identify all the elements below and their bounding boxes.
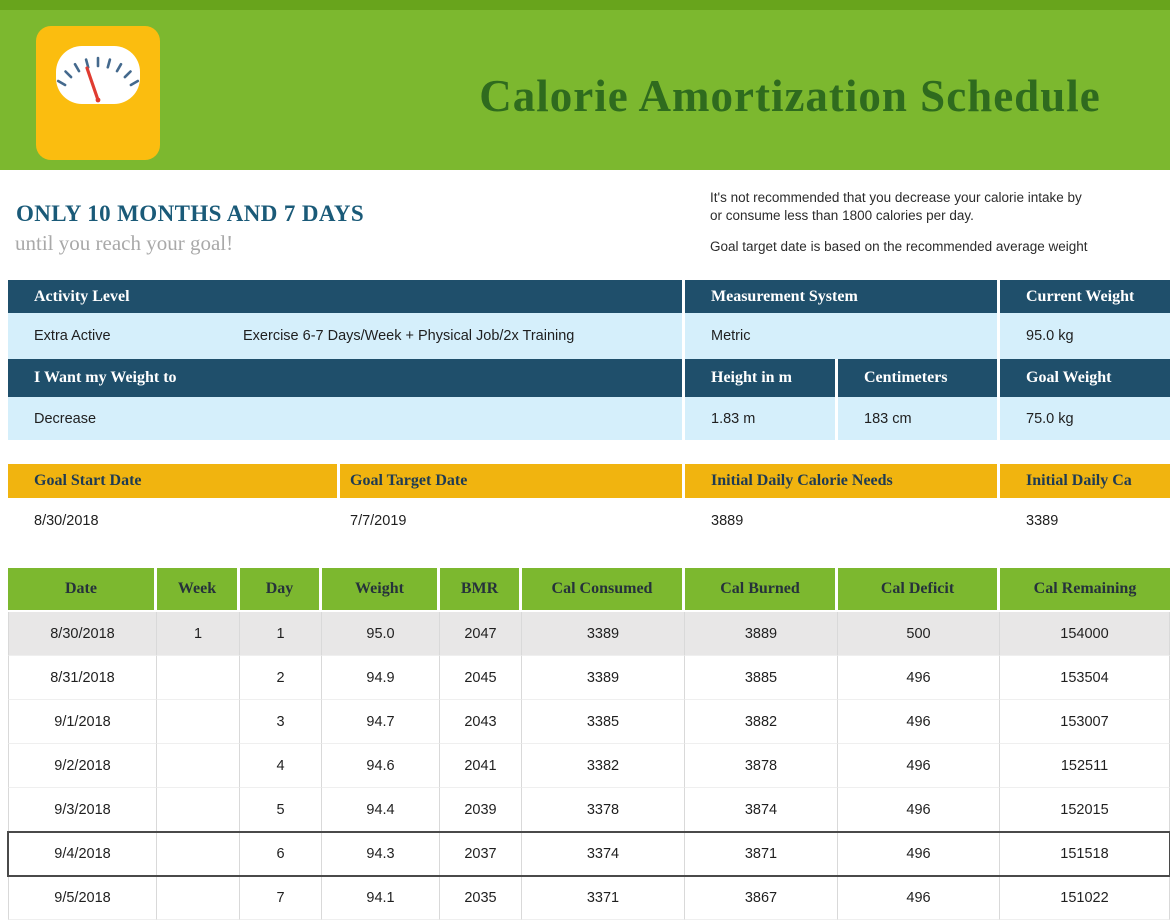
schedule-body	[8, 612, 1170, 920]
settings-values-row-1	[8, 313, 1170, 359]
table-row[interactable]	[8, 700, 1170, 744]
note-line-1: It's not recommended that you decrease your calorie intake by	[710, 190, 1082, 205]
table-row[interactable]	[8, 656, 1170, 700]
header-measurement-system[interactable]: Measurement System	[685, 280, 1000, 313]
schedule-cell[interactable]: 2037	[440, 832, 522, 876]
schedule-cell[interactable]: 9/3/2018	[8, 788, 157, 832]
schedule-cell[interactable]	[157, 700, 240, 744]
table-row[interactable]	[8, 832, 1170, 876]
schedule-cell[interactable]: 9/5/2018	[8, 876, 157, 920]
schedule-cell[interactable]: 3382	[522, 744, 685, 788]
schedule-cell[interactable]: 496	[838, 744, 1000, 788]
schedule-cell[interactable]: 154000	[1000, 612, 1170, 656]
header-initial-daily-calorie[interactable]: Initial Daily Ca	[1026, 472, 1132, 489]
goal-start-date-cell[interactable]: 8/30/2018	[34, 513, 99, 529]
schedule-cell[interactable]: 9/4/2018	[8, 832, 157, 876]
initial-daily-calorie-cell[interactable]: 3389	[1026, 513, 1059, 529]
schedule-cell[interactable]	[157, 656, 240, 700]
header-weight-direction[interactable]: I Want my Weight to	[8, 359, 685, 397]
schedule-cell[interactable]: 3867	[685, 876, 838, 920]
schedule-cell[interactable]: 9/2/2018	[8, 744, 157, 788]
schedule-cell[interactable]: 3878	[685, 744, 838, 788]
schedule-cell[interactable]: 8/31/2018	[8, 656, 157, 700]
page-title: Calorie Amortization Schedule	[479, 71, 1101, 121]
schedule-cell[interactable]: 3889	[685, 612, 838, 656]
activity-level-cell[interactable]	[8, 313, 685, 359]
schedule-column-header[interactable]: Cal Burned	[685, 568, 838, 610]
schedule-cell[interactable]: 3389	[522, 656, 685, 700]
schedule-cell[interactable]: 496	[838, 832, 1000, 876]
table-row[interactable]	[8, 876, 1170, 920]
schedule-cell[interactable]: 152511	[1000, 744, 1170, 788]
header-banner	[0, 10, 1170, 170]
schedule-table	[8, 568, 1170, 920]
header-goal-start-date[interactable]: Goal Start Date	[8, 464, 340, 498]
schedule-cell[interactable]: 94.3	[322, 832, 440, 876]
weight-scale-icon	[36, 26, 160, 160]
schedule-cell[interactable]: 94.6	[322, 744, 440, 788]
schedule-cell[interactable]: 3371	[522, 876, 685, 920]
schedule-cell[interactable]: 151022	[1000, 876, 1170, 920]
goal-values-row	[8, 498, 1170, 544]
settings-header-row-1	[8, 280, 1170, 313]
schedule-cell[interactable]: 496	[838, 656, 1000, 700]
schedule-column-header[interactable]: Day	[240, 568, 322, 610]
schedule-cell[interactable]: 3885	[685, 656, 838, 700]
schedule-cell[interactable]: 3874	[685, 788, 838, 832]
note-line-2: or consume less than 1800 calories per day.	[710, 207, 974, 223]
schedule-cell[interactable]: 4	[240, 744, 322, 788]
height-in-m-cell[interactable]: 1.83 m	[685, 397, 838, 440]
schedule-column-header[interactable]: BMR	[440, 568, 522, 610]
schedule-cell[interactable]: 7	[240, 876, 322, 920]
schedule-cell[interactable]: 3385	[522, 700, 685, 744]
schedule-cell[interactable]: 9/1/2018	[8, 700, 157, 744]
schedule-cell[interactable]: 94.7	[322, 700, 440, 744]
header-goal-target-date[interactable]: Goal Target Date	[340, 464, 685, 498]
schedule-column-header[interactable]: Cal Deficit	[838, 568, 1000, 610]
goal-header-row	[8, 464, 1170, 498]
goal-target-date-cell[interactable]: 7/7/2019	[350, 513, 407, 529]
table-row[interactable]	[8, 612, 1170, 656]
schedule-cell[interactable]: 3882	[685, 700, 838, 744]
schedule-cell[interactable]: 2	[240, 656, 322, 700]
schedule-cell[interactable]: 2045	[440, 656, 522, 700]
schedule-cell[interactable]: 496	[838, 700, 1000, 744]
settings-table	[8, 280, 1170, 440]
schedule-cell[interactable]: 2043	[440, 700, 522, 744]
table-row[interactable]	[8, 788, 1170, 832]
schedule-cell[interactable]: 2039	[440, 788, 522, 832]
schedule-column-header[interactable]: Cal Consumed	[522, 568, 685, 610]
table-row[interactable]	[8, 744, 1170, 788]
schedule-column-header[interactable]: Week	[157, 568, 240, 610]
schedule-cell[interactable]: 152015	[1000, 788, 1170, 832]
schedule-cell[interactable]	[157, 788, 240, 832]
schedule-cell[interactable]: 153007	[1000, 700, 1170, 744]
schedule-cell[interactable]: 153504	[1000, 656, 1170, 700]
schedule-cell[interactable]: 151518	[1000, 832, 1170, 876]
schedule-cell[interactable]: 95.0	[322, 612, 440, 656]
schedule-cell[interactable]: 3378	[522, 788, 685, 832]
top-accent-strip	[0, 0, 1170, 10]
goal-countdown-subheadline: until you reach your goal!	[15, 231, 234, 255]
current-weight-cell[interactable]: 95.0 kg	[1026, 328, 1074, 344]
weight-direction-cell[interactable]: Decrease	[8, 397, 685, 440]
schedule-cell[interactable]: 94.1	[322, 876, 440, 920]
settings-header-row-2	[8, 359, 1170, 397]
goal-table	[8, 464, 1170, 544]
schedule-cell[interactable]: 1	[157, 612, 240, 656]
schedule-cell[interactable]: 94.9	[322, 656, 440, 700]
schedule-cell[interactable]: 1	[240, 612, 322, 656]
schedule-cell[interactable]: 2047	[440, 612, 522, 656]
schedule-cell[interactable]	[157, 744, 240, 788]
header-height-in-m[interactable]: Height in m	[685, 359, 838, 397]
activity-description-value[interactable]: Exercise 6-7 Days/Week + Physical Job/2x Training	[243, 328, 575, 344]
header-goal-weight[interactable]: Goal Weight	[1026, 369, 1112, 386]
schedule-cell[interactable]: 5	[240, 788, 322, 832]
recommendation-notes	[710, 189, 1170, 255]
schedule-cell[interactable]: 8/30/2018	[8, 612, 157, 656]
header-activity-level[interactable]: Activity Level	[8, 280, 685, 313]
schedule-cell[interactable]: 3389	[522, 612, 685, 656]
goal-countdown-headline: ONLY 10 MONTHS AND 7 DAYS	[16, 201, 365, 226]
scale-logo	[36, 26, 160, 160]
schedule-cell[interactable]: 496	[838, 876, 1000, 920]
schedule-cell[interactable]: 6	[240, 832, 322, 876]
schedule-cell[interactable]	[157, 832, 240, 876]
schedule-column-header[interactable]: Cal Remaining	[1033, 580, 1137, 597]
measurement-system-cell[interactable]: Metric	[685, 313, 1000, 359]
note-line-3: Goal target date is based on the recommended average weight	[710, 238, 1088, 254]
schedule-column-header[interactable]: Weight	[322, 568, 440, 610]
schedule-cell[interactable]: 3871	[685, 832, 838, 876]
settings-values-row-2	[8, 397, 1170, 440]
header-current-weight[interactable]: Current Weight	[1026, 287, 1135, 305]
schedule-cell[interactable]: 94.4	[322, 788, 440, 832]
schedule-cell[interactable]	[157, 876, 240, 920]
schedule-cell[interactable]: 496	[838, 788, 1000, 832]
schedule-header-row	[8, 568, 1170, 612]
schedule-cell[interactable]: 500	[838, 612, 1000, 656]
schedule-cell[interactable]: 3	[240, 700, 322, 744]
schedule-column-header[interactable]: Date	[8, 568, 157, 610]
activity-level-value[interactable]: Extra Active	[34, 328, 111, 344]
centimeters-cell[interactable]: 183 cm	[838, 397, 1000, 440]
schedule-cell[interactable]: 2035	[440, 876, 522, 920]
header-initial-daily-calorie-needs[interactable]: Initial Daily Calorie Needs	[685, 464, 1000, 498]
schedule-cell[interactable]: 3374	[522, 832, 685, 876]
schedule-cell[interactable]: 2041	[440, 744, 522, 788]
header-centimeters[interactable]: Centimeters	[838, 359, 1000, 397]
initial-daily-calorie-needs-cell[interactable]: 3889	[711, 513, 744, 529]
goal-weight-cell[interactable]: 75.0 kg	[1026, 410, 1074, 427]
